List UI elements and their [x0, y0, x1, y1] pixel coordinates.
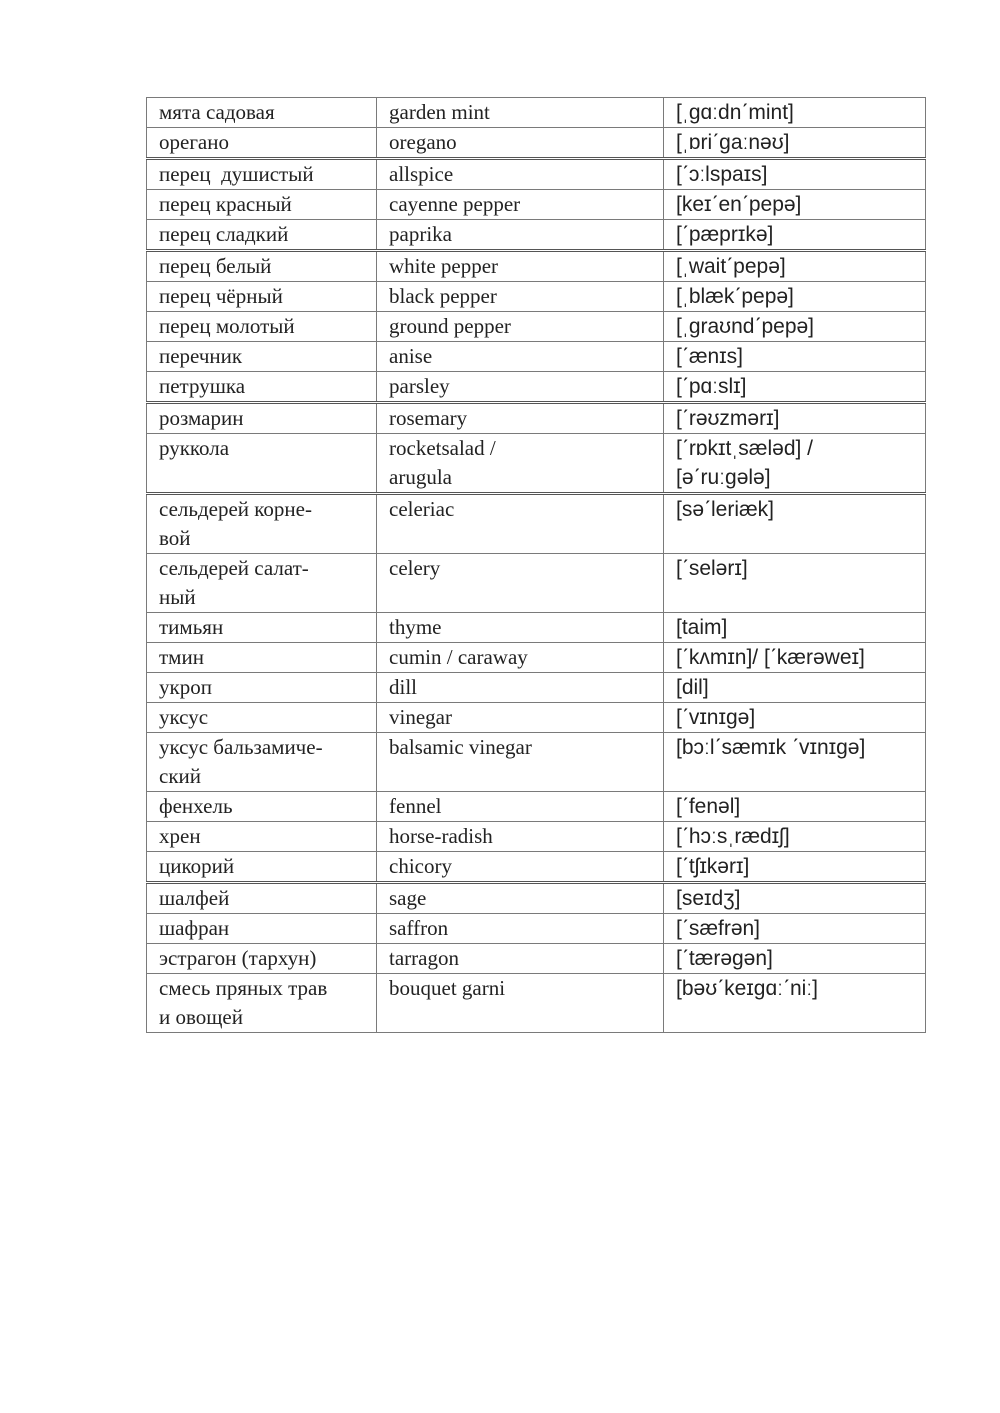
english-term: black pepper	[377, 282, 664, 312]
russian-term: эстрагон (тархун)	[147, 944, 377, 974]
russian-term: перечник	[147, 342, 377, 372]
russian-term: шафран	[147, 914, 377, 944]
table-row	[147, 494, 926, 554]
english-term: cumin / caraway	[377, 643, 664, 673]
english-term: parsley	[377, 372, 664, 403]
english-term: allspice	[377, 159, 664, 190]
transcription: [ˊselərɪ]	[664, 554, 926, 613]
transcription: [ˌɒriˊgaːnəʊ]	[664, 128, 926, 159]
english-term: bouquet garni	[377, 974, 664, 1033]
table-row	[147, 554, 926, 613]
table-row	[147, 883, 926, 914]
table-row	[147, 190, 926, 220]
transcription: [bɔːlˊsæmɪk ˊvɪnɪgə]	[664, 733, 926, 792]
english-term: horse-radish	[377, 822, 664, 852]
transcription: [ˌwaitˊpepə]	[664, 251, 926, 282]
transcription: [ˊkʌmɪn]/ [ˊkærəweɪ]	[664, 643, 926, 673]
russian-term: уксус	[147, 703, 377, 733]
russian-term: цикорий	[147, 852, 377, 883]
transcription: [ˌgɑːdnˊmint]	[664, 98, 926, 128]
english-term: garden mint	[377, 98, 664, 128]
table-row	[147, 914, 926, 944]
transcription: [dil]	[664, 673, 926, 703]
english-term: ground pepper	[377, 312, 664, 342]
russian-term: сельдерей корне- вой	[147, 494, 377, 554]
table-row	[147, 220, 926, 251]
transcription: [səˊleriæk]	[664, 494, 926, 554]
russian-term: перец красный	[147, 190, 377, 220]
english-term: celery	[377, 554, 664, 613]
vocabulary-table	[146, 97, 926, 1033]
russian-term: перец белый	[147, 251, 377, 282]
english-term: thyme	[377, 613, 664, 643]
russian-term: тимьян	[147, 613, 377, 643]
transcription: [ˊpɑːslɪ]	[664, 372, 926, 403]
table-row	[147, 282, 926, 312]
transcription: [ˊhɔːsˌrædɪʃ]	[664, 822, 926, 852]
transcription: [ˊrɒkɪtˌsæləd] / [əˊruːgələ]	[664, 434, 926, 494]
table-row	[147, 703, 926, 733]
vocabulary-table-body	[147, 98, 926, 1033]
transcription: [ˊtærəgən]	[664, 944, 926, 974]
english-term: rosemary	[377, 403, 664, 434]
english-term: chicory	[377, 852, 664, 883]
table-row	[147, 613, 926, 643]
transcription: [ˊsæfrən]	[664, 914, 926, 944]
english-term: fennel	[377, 792, 664, 822]
transcription: [ˊfenəl]	[664, 792, 926, 822]
transcription: [ˊtʃɪkərɪ]	[664, 852, 926, 883]
table-row	[147, 673, 926, 703]
english-term: tarragon	[377, 944, 664, 974]
russian-term: укроп	[147, 673, 377, 703]
table-row	[147, 852, 926, 883]
transcription: [taim]	[664, 613, 926, 643]
english-term: saffron	[377, 914, 664, 944]
table-row	[147, 822, 926, 852]
russian-term: руккола	[147, 434, 377, 494]
table-row	[147, 944, 926, 974]
transcription: [ˌblækˊpepə]	[664, 282, 926, 312]
table-row	[147, 128, 926, 159]
transcription: [keɪˊenˊpepə]	[664, 190, 926, 220]
transcription: [ˊpæprɪkə]	[664, 220, 926, 251]
table-row	[147, 403, 926, 434]
table-row	[147, 974, 926, 1033]
english-term: rocketsalad / arugula	[377, 434, 664, 494]
table-row	[147, 643, 926, 673]
vocabulary-sheet	[146, 97, 925, 1033]
russian-term: тмин	[147, 643, 377, 673]
russian-term: перец чёрный	[147, 282, 377, 312]
english-term: vinegar	[377, 703, 664, 733]
transcription: [ˊænɪs]	[664, 342, 926, 372]
transcription: [bəʊˊkeɪgɑːˊniː]	[664, 974, 926, 1033]
english-term: white pepper	[377, 251, 664, 282]
table-row	[147, 434, 926, 494]
table-row	[147, 312, 926, 342]
english-term: cayenne pepper	[377, 190, 664, 220]
russian-term: перец душистый	[147, 159, 377, 190]
russian-term: фенхель	[147, 792, 377, 822]
russian-term: орегано	[147, 128, 377, 159]
english-term: sage	[377, 883, 664, 914]
russian-term: петрушка	[147, 372, 377, 403]
table-row	[147, 733, 926, 792]
table-row	[147, 98, 926, 128]
english-term: dill	[377, 673, 664, 703]
russian-term: перец молотый	[147, 312, 377, 342]
transcription: [seɪdʒ]	[664, 883, 926, 914]
russian-term: уксус бальзамиче- ский	[147, 733, 377, 792]
russian-term: розмарин	[147, 403, 377, 434]
english-term: balsamic vinegar	[377, 733, 664, 792]
transcription: [ˌgraʊndˊpepə]	[664, 312, 926, 342]
transcription: [ˊɔːlspaɪs]	[664, 159, 926, 190]
russian-term: смесь пряных трав и овощей	[147, 974, 377, 1033]
transcription: [ˊvɪnɪgə]	[664, 703, 926, 733]
transcription: [ˊrəʊzmərɪ]	[664, 403, 926, 434]
table-row	[147, 342, 926, 372]
english-term: oregano	[377, 128, 664, 159]
russian-term: сельдерей салат- ный	[147, 554, 377, 613]
table-row	[147, 159, 926, 190]
russian-term: мята садовая	[147, 98, 377, 128]
english-term: paprika	[377, 220, 664, 251]
table-row	[147, 792, 926, 822]
table-row	[147, 372, 926, 403]
table-row	[147, 251, 926, 282]
russian-term: шалфей	[147, 883, 377, 914]
english-term: anise	[377, 342, 664, 372]
russian-term: перец сладкий	[147, 220, 377, 251]
english-term: celeriac	[377, 494, 664, 554]
russian-term: хрен	[147, 822, 377, 852]
